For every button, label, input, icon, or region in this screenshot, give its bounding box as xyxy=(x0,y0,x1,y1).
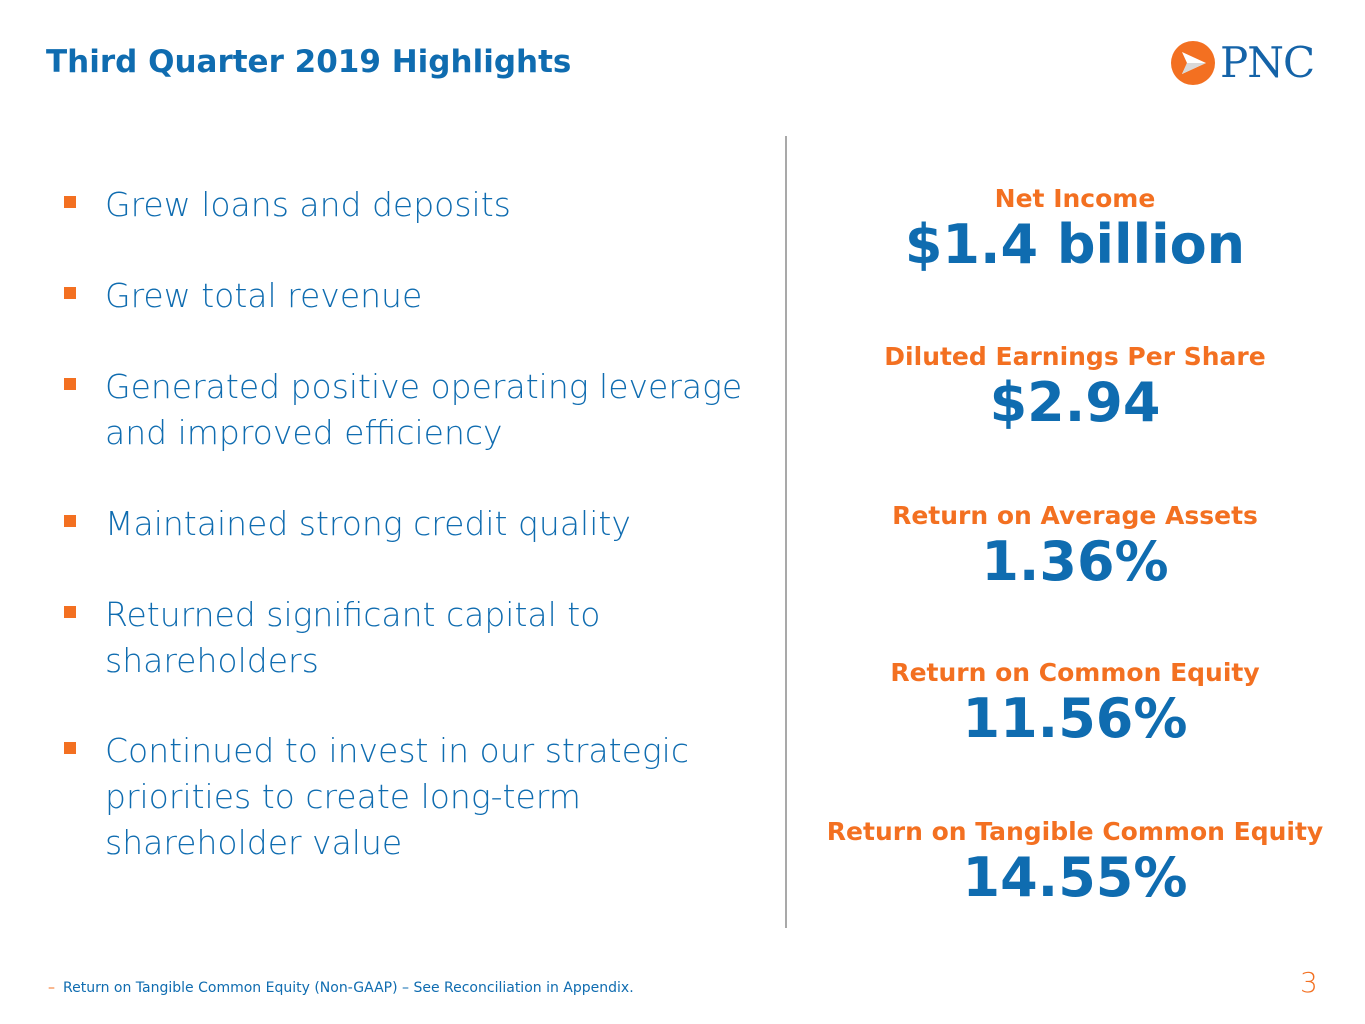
logo-wordmark: PNC xyxy=(1220,38,1315,87)
metric-return-on-tangible-common-equity xyxy=(800,817,1350,909)
metric-label: Return on Common Equity xyxy=(890,658,1260,687)
bullet-square-icon xyxy=(64,606,76,618)
bullet-line: and improved efficiency xyxy=(105,413,503,452)
footnote-text: Return on Tangible Common Equity (Non-GAAP) – See Reconciliation in Appendix. xyxy=(63,980,634,996)
bullet-line: priorities to create long-term xyxy=(105,777,581,816)
metric-return-on-common-equity xyxy=(800,658,1350,750)
bullet-square-icon xyxy=(64,287,76,299)
bullet-square-icon xyxy=(64,378,76,390)
slide-title: Third Quarter 2019 Highlights xyxy=(46,44,572,80)
metric-label: Return on Average Assets xyxy=(892,501,1258,530)
metric-net-income xyxy=(800,184,1350,276)
bullet-line: shareholder value xyxy=(105,823,403,862)
metric-diluted-eps xyxy=(800,342,1350,434)
metric-value: 14.55% xyxy=(962,846,1188,909)
bullet-line: Grew loans and deposits xyxy=(105,185,511,224)
pnc-arrow-logo-icon xyxy=(1170,40,1216,86)
bullet-square-icon xyxy=(64,196,76,208)
bullet-line: Generated positive operating leverage xyxy=(105,367,743,406)
metric-value: $1.4 billion xyxy=(904,213,1246,276)
column-divider xyxy=(785,136,787,928)
bullet-square-icon xyxy=(64,742,76,754)
metric-label: Net Income xyxy=(994,184,1156,213)
bullet-line: Maintained strong credit quality xyxy=(105,504,631,543)
bullet-square-icon xyxy=(64,515,76,527)
page-number: 3 xyxy=(1300,966,1318,999)
metric-return-on-average-assets xyxy=(800,501,1350,593)
bullet-line: Returned significant capital to xyxy=(105,595,601,634)
footnote-dash: – xyxy=(48,980,55,996)
bullet-line: Grew total revenue xyxy=(105,276,423,315)
metric-label: Return on Tangible Common Equity xyxy=(826,817,1324,846)
metric-value: $2.94 xyxy=(989,371,1161,434)
bullet-line: Continued to invest in our strategic xyxy=(105,731,689,770)
footnote xyxy=(48,980,634,996)
pnc-logo xyxy=(1170,40,1330,88)
metric-label: Diluted Earnings Per Share xyxy=(884,342,1266,371)
metric-value: 1.36% xyxy=(981,530,1169,593)
metric-value: 11.56% xyxy=(962,687,1188,750)
bullet-line: shareholders xyxy=(105,641,319,680)
